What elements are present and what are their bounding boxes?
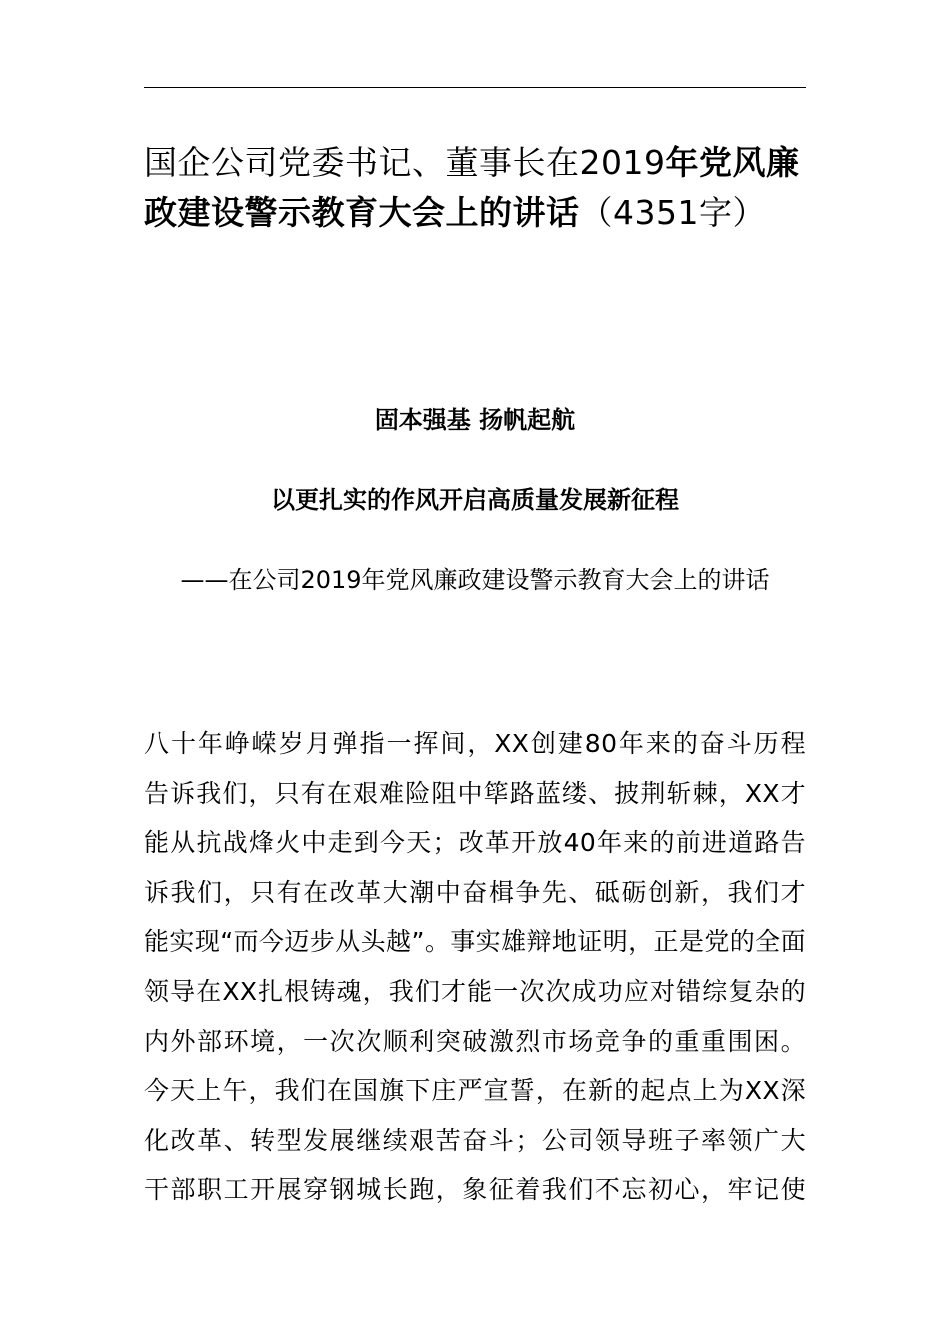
body-line: 内外部环境，一次次顺利突破激烈市场竞争的重重围困。	[144, 1026, 806, 1056]
body-line: 能从抗战烽火中走到今天；改革开放40年来的前进道路告	[144, 828, 806, 858]
body-line: 八十年峥嵘岁月弹指一挥间，XX创建80年来的奋斗历程	[144, 729, 806, 758]
body-line: 化改革、转型发展继续艰苦奋斗；公司领导班子率领广大	[144, 1125, 806, 1155]
body-line: 能实现“而今迈步从头越”。事实雄辩地证明，正是党的全面	[144, 927, 806, 957]
title-part-tail: （4351字）	[579, 193, 766, 232]
body-line: 今天上午，我们在国旗下庄严宣誓，在新的起点上为XX深	[144, 1076, 806, 1106]
body-line: 诉我们，只有在改革大潮中奋楫争先、砥砺创新，我们才	[144, 877, 806, 907]
speech-heading-secondary: 以更扎实的作风开启高质量发展新征程	[271, 486, 679, 514]
speech-subtitle: ——在公司2019年党风廉政建设警示教育大会上的讲话	[180, 566, 770, 594]
body-line: 干部职工开展穿钢城长跑，象征着我们不忘初心，牢记使	[144, 1175, 806, 1205]
title-part-bold: 年党风廉政建设警示教育大会上的讲话	[144, 143, 800, 232]
body-line: 领导在XX扎根铸魂，我们才能一次次成功应对错综复杂的	[144, 976, 806, 1006]
header-rule	[144, 87, 806, 88]
title-part-normal: 国企公司党委书记、董事长在2019	[144, 143, 666, 182]
speech-heading-primary: 固本强基 扬帆起航	[374, 406, 576, 434]
body-line: 告诉我们，只有在艰难险阻中筚路蓝缕、披荆斩棘，XX才	[144, 778, 806, 808]
document-title	[144, 138, 806, 238]
body-paragraph	[144, 719, 806, 1215]
